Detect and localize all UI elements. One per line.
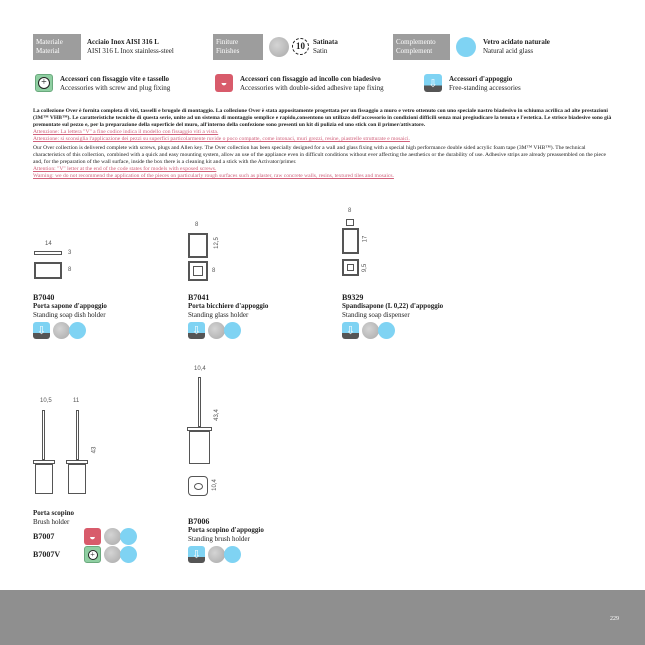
dimension-height: 43,4 [213,409,220,421]
free-standing-icon: ⇩ [342,322,359,339]
product-name-it: Porta scopino d'appoggio [188,526,264,534]
glass-holder-top-drawing [188,261,208,281]
dispenser-pump-drawing [346,219,354,226]
glass-swatch-icon [120,528,137,545]
finishes-label [213,34,263,60]
description-en: Our Over collection is delivered complete with screws, plugs and Allen key. The Over collection has been specially designed for a wall and glass fixing with a special high performance double sided acrylic foam tape (3M™ VHB™). The technical characteristics of this collection, combined with a quick and easy mounting system, allow an use of the appliance even in difficult conditions without ever affecting the aesthetics or the durability of use. Adhesive strips are already preassembled on the piece and, for the preparation of the wall surface, inside the box there is a cleaning kit and a stick with the Activator/primer. [33,145,606,165]
description [33,108,613,180]
dimension-depth: 8 [68,267,72,273]
steel-swatch-icon [362,322,379,339]
warning-it-2: Attenzione: si sconsiglia l'applicazione dei pezzi su superfici particolarmente ruvide o poco compatte, come intonaci, muri grezzi, resine, piastrelle strutturate e mosaici. [33,136,410,142]
label-it: Materiale [36,38,63,46]
glass-swatch-icon [378,322,395,339]
dimension-width: 14 [45,241,52,247]
product-name-it: Porta bicchiere d'appoggio [188,302,269,310]
variant-b7007 [33,528,137,545]
page-number: 229 [610,616,619,622]
product-brush-holder [33,509,74,526]
dimension-width-2: 11 [73,398,80,404]
brush-body-drawing [68,464,86,494]
product-name-en: Standing brush holder [188,534,250,543]
legend-it: Accessori con fissaggio vite e tassello [60,75,170,83]
dimension-height: 43 [91,446,98,454]
variant-b7007v [33,546,137,563]
product-name-it: Porta sapone d'appoggio [33,302,107,310]
label-en: Finishes [216,47,240,55]
glass-swatch-icon [224,322,241,339]
glass-swatch-icon [69,322,86,339]
dimension-depth: 9,5 [362,263,369,273]
value-en: Natural acid glass [483,47,534,55]
product-name-en: Standing soap dish holder [33,310,106,319]
glass-swatch-icon [224,546,241,563]
soap-dish-side-drawing [34,251,62,255]
product-name-en: Standing glass holder [188,310,249,319]
brush-handle-drawing [42,410,45,460]
dimension-width: 8 [195,222,199,228]
glass-holder-side-drawing [188,233,208,258]
dimension-width-1: 10,5 [40,398,52,404]
finish-value [313,38,338,56]
legend-free-standing [449,75,521,93]
product-b9329 [342,293,443,339]
free-standing-icon: ⇩ [424,74,442,92]
legend-screw [60,75,170,93]
product-b7006 [188,517,264,563]
legend-en: Accessories with screw and plug fixing [60,84,171,92]
screw-plug-icon: + [35,74,53,92]
warning-it-1: Attenzione: La lettera "V" a fine codice indica il modello con fissaggio viti a vista. [33,129,219,135]
screw-plug-icon: + [84,546,101,563]
product-name-en: Standing soap dispenser [342,310,410,319]
product-code: B7006 [188,517,210,526]
product-name-it: Porta scopino [33,509,75,517]
steel-swatch-icon [208,322,225,339]
product-b7041 [188,293,268,339]
soap-dish-top-drawing [34,262,62,279]
dimension-height: 12,5 [213,237,220,249]
dimension-width: 8 [348,208,352,214]
legend-it: Accessori con fissaggio ad incollo con biadesivo [240,75,381,83]
warning-en-1: Attention: "V" letter at the end of the code states for models with exposed screws. [33,166,217,172]
label-en: Material [36,47,60,55]
legend-en: Accessories with double-sided adhesive tape fixing [240,84,384,92]
glass-swatch-icon [456,37,476,57]
footer-band [0,590,645,645]
product-code: B7007V [33,550,61,559]
steel-swatch-icon [53,322,70,339]
label-en: Complement [396,47,433,55]
value-it: Satinata [313,38,338,46]
finish-code-badge: 10 [292,38,309,55]
brush-handle-drawing [76,410,79,460]
dimension-width: 10,4 [194,366,206,372]
material-label [33,34,81,60]
glass-swatch-icon [120,546,137,563]
dimension-height: 17 [362,235,369,243]
product-code: B9329 [342,293,364,302]
label-it: Complemento [396,38,436,46]
product-code: B7041 [188,293,210,302]
steel-swatch-icon [208,546,225,563]
warning-en-2: Warning: we do not recommend the application of the pieces on particularly rough surfaces such as plaster, raw concrete walls, resins, textured tiles and mosaics. [33,173,394,179]
value-it: Vetro acidato naturale [483,38,550,46]
legend-adhesive [240,75,384,93]
legend-it: Accessori d'appoggio [449,75,513,83]
product-b7040 [33,293,107,339]
steel-swatch-icon [104,528,121,545]
steel-swatch-icon [104,546,121,563]
legend-en: Free-standing accessories [449,84,521,92]
product-name-en: Brush holder [33,517,70,526]
product-code: B7007 [33,532,55,541]
adhesive-tape-icon: ◒ [215,74,233,92]
value-en: AISI 316 L Inox stainless-steel [87,47,174,55]
adhesive-tape-icon: ◒ [84,528,101,545]
material-value [87,38,174,56]
description-it: La collezione Over è fornita completa di viti, tasselli e brugole di montaggio. La collezione Over è stata appositamente progettata per un fissaggio a muro e vetro ottenuto con uno speciale nastro biadesivo in schiuma acrilica ad alte prestazioni (3M™ VHB™). Le caratteristiche tecniche di questa serie, unite ad un sistema di montaggio semplice e rapido,consentono un utilizzo dell'accessorio in condizioni difficili senza mai pregiudicare la tenuta e l'estetica. Le strisce biadesive sono già premontate sul pezzo e, per la preparazione della superficie del muro, all'interno della confezione sono presenti un kit di pulizia ed uno stick con il primer/attivatore. [33,108,612,128]
dimension-depth: 8 [212,268,216,274]
label-it: Finiture [216,38,239,46]
product-code: B7040 [33,293,55,302]
free-standing-icon: ⇩ [188,322,205,339]
brush-base-top-drawing [188,476,208,496]
dimension-depth: 10,4 [211,479,218,491]
dispenser-body-drawing [342,228,359,254]
brush-body-drawing [189,431,210,464]
brush-handle-drawing [198,377,201,427]
complement-value [483,38,550,56]
dispenser-top-drawing [342,259,359,276]
free-standing-icon: ⇩ [188,546,205,563]
value-en: Satin [313,47,328,55]
complement-label [393,34,450,60]
free-standing-icon: ⇩ [33,322,50,339]
product-name-it: Spandisapone (L 0,22) d'appoggio [342,302,444,310]
value-it: Acciaio Inox AISI 316 L [87,38,159,46]
brush-body-drawing [35,464,53,494]
steel-swatch-icon [269,37,289,57]
dimension-height: 3 [68,250,72,256]
